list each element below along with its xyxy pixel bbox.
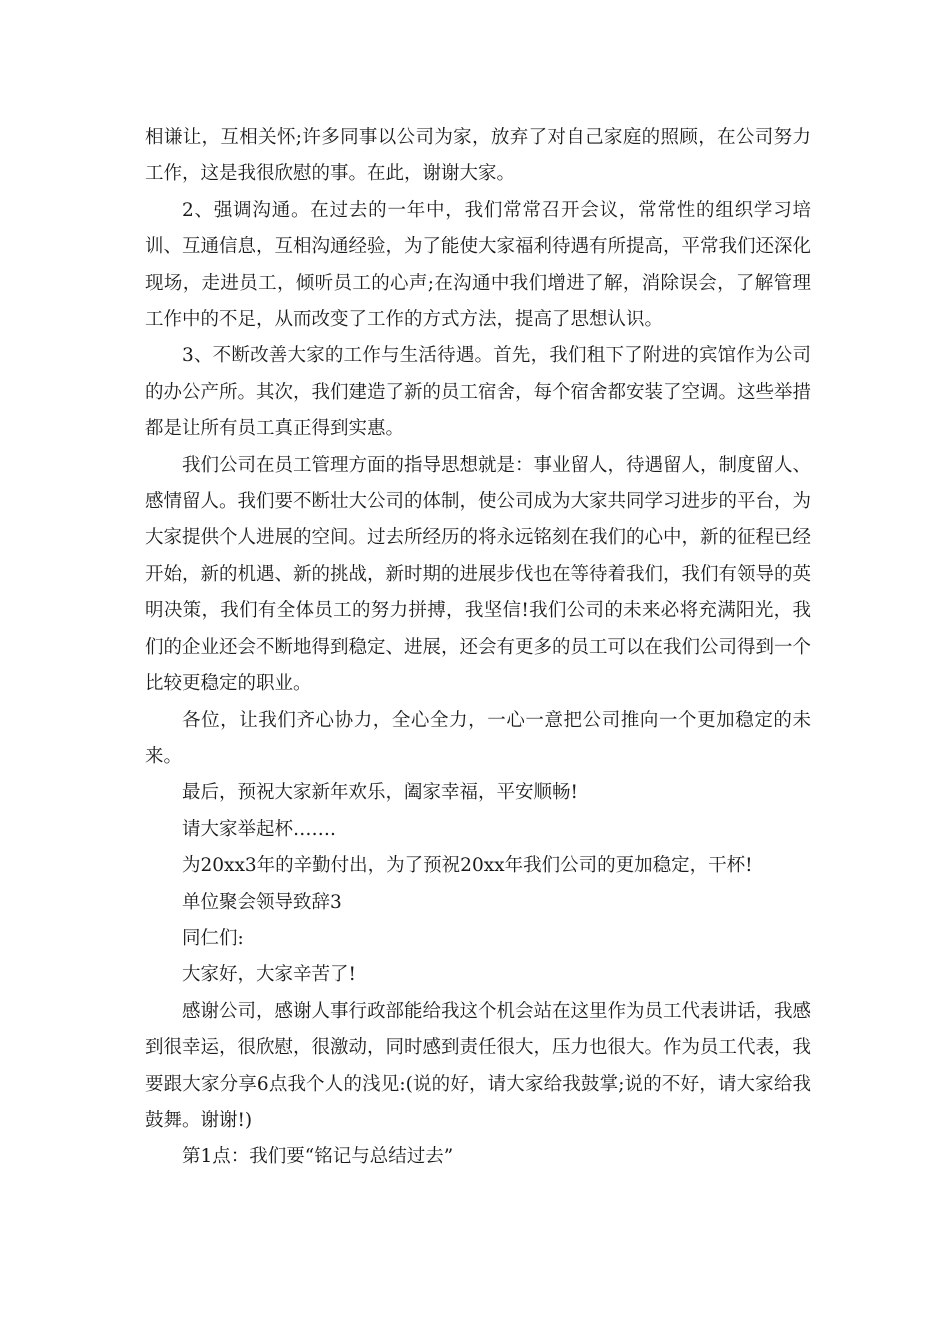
- paragraph-6: 最后，预祝大家新年欢乐，阖家幸福，平安顺畅!: [182, 782, 578, 804]
- document-body: [145, 120, 811, 1176]
- greeting: 大家好，大家辛苦了!: [182, 964, 356, 986]
- paragraph-5: 各位，让我们齐心协力，全心全力，一心一意把公司推向一个更加稳定的未来。: [145, 709, 811, 767]
- paragraph-8: 为20xx3年的辛勤付出，为了预祝20xx年我们公司的更加稳定，干杯!: [182, 855, 753, 877]
- section-heading: 单位聚会领导致辞3: [182, 891, 342, 913]
- paragraph-12: 感谢公司，感谢人事行政部能给我这个机会站在这里作为员工代表讲话，我感到很幸运，很欣慰，很激动，同时感到责任很大，压力也很大。作为员工代表，我要跟大家分享6点我个人的浅见:(说的好，请大家给我鼓掌;说的不好，请大家给我鼓舞。谢谢!): [145, 1000, 812, 1131]
- paragraph-3: 3、不断改善大家的工作与生活待遇。首先，我们租下了附进的宾馆作为公司的办公产所。其次，我们建造了新的员工宿舍，每个宿舍都安装了空调。这些举措都是让所有员工真正得到实惠。: [145, 345, 812, 440]
- paragraph-1: 相谦让，互相关怀;许多同事以公司为家，放弃了对自己家庭的照顾，在公司努力工作，这是我很欣慰的事。在此，谢谢大家。: [145, 127, 811, 185]
- paragraph-7: 请大家举起杯…….: [182, 818, 336, 840]
- paragraph-4: 我们公司在员工管理方面的指导思想就是：事业留人，待遇留人，制度留人、感情留人。我们要不断壮大公司的体制，使公司成为大家共同学习进步的平台，为大家提供个人进展的空间。过去所经历的将永远铭刻在我们的心中，新的征程已经开始，新的机遇、新的挑战，新时期的进展步伐也在等待着我们，我们有领导的英明决策，我们有全体员工的努力拼搏，我坚信!我们公司的未来必将充满阳光，我们的企业还会不断地得到稳定、进展，还会有更多的员工可以在我们公司得到一个比较更稳定的职业。: [145, 454, 812, 695]
- salutation: 同仁们:: [182, 927, 244, 949]
- point-heading: 第1点：我们要“铭记与总结过去”: [182, 1146, 454, 1168]
- paragraph-2: 2、强调沟通。在过去的一年中，我们常常召开会议，常常性的组织学习培训、互通信息，互相沟通经验，为了能使大家福利待遇有所提高，平常我们还深化现场，走进员工，倾听员工的心声;在沟通中我们增进了解，消除误会，了解管理工作中的不足，从而改变了工作的方式方法，提高了思想认识。: [145, 199, 812, 331]
